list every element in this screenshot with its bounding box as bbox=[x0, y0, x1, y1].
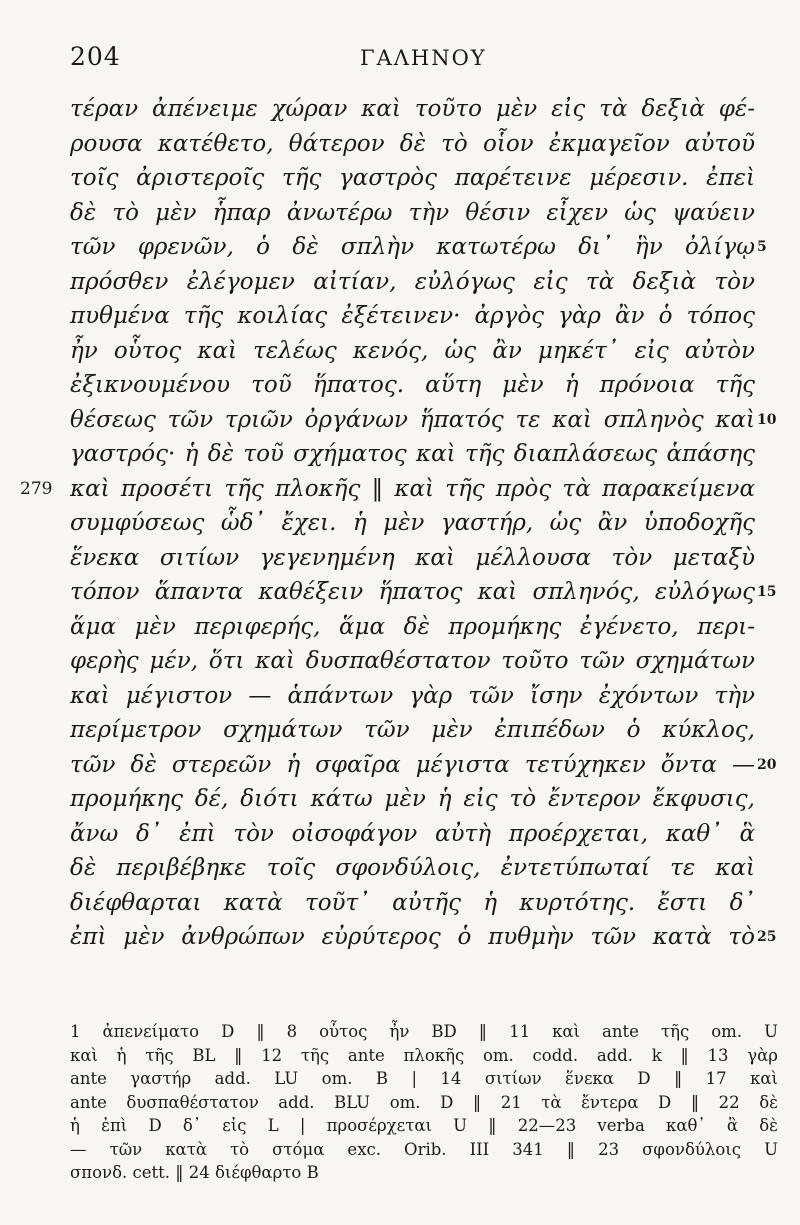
text-line-content: συμφύσεως ὧδ᾽ ἔχει. ἡ μὲν γαστήρ, ὡς ἂν ὑποδοχῆς bbox=[70, 510, 755, 536]
line-number: 5 bbox=[757, 239, 767, 255]
text-line-content: δὲ περιβέβηκε τοῖς σφονδύλοις, ἐντετύπωταί τε καὶ bbox=[70, 855, 755, 881]
text-line-content: ἦν οὗτος καὶ τελέως κενός, ὡς ἂν μηκέτ᾽ εἰς αὐτὸν bbox=[70, 337, 755, 364]
text-line bbox=[0, 713, 800, 748]
text-line bbox=[0, 851, 800, 886]
text-line bbox=[0, 610, 800, 645]
apparatus-line: σπονδ. cett. ‖ 24 διέφθαρτο B bbox=[70, 1163, 319, 1182]
greek-text-body bbox=[0, 92, 800, 955]
text-line bbox=[0, 644, 800, 679]
text-line bbox=[0, 368, 800, 403]
text-line bbox=[0, 127, 800, 162]
text-line-content: φερὴς μέν, ὅτι καὶ δυσπαθέστατον τοῦτο τῶν σχημάτων bbox=[70, 648, 755, 674]
text-line bbox=[0, 230, 800, 265]
line-number: 25 bbox=[757, 929, 777, 945]
text-line-content: ρουσα κατέθετο, θάτερον δὲ τὸ οἷον ἐκμαγεῖον αὐτοῦ bbox=[70, 130, 755, 157]
text-line-content: ἐξικνουμένου τοῦ ἥπατος. αὕτη μὲν ἡ πρόνοια τῆς bbox=[70, 372, 755, 398]
text-line-content: τοῖς ἀριστεροῖς τῆς γαστρὸς παρέτεινε μέρεσιν. ἐπεὶ bbox=[70, 165, 755, 191]
apparatus-line: ante γαστήρ add. LU om. B | 14 σιτίων ἕνεκα D ‖ 17 καὶ bbox=[70, 1069, 778, 1088]
line-number: 15 bbox=[757, 584, 777, 600]
text-line-content: προμήκης δέ, διότι κάτω μὲν ἡ εἰς τὸ ἔντερον ἔκφυσις, bbox=[70, 786, 755, 812]
text-line-content: θέσεως τῶν τριῶν ὀργάνων ἥπατός τε καὶ σπληνὸς καὶ bbox=[70, 406, 755, 433]
text-line-content: πρόσθεν ἐλέγομεν αἰτίαν, εὐλόγως εἰς τὰ δεξιὰ τὸν bbox=[70, 268, 755, 295]
text-line bbox=[0, 817, 800, 852]
text-line bbox=[0, 472, 800, 507]
text-line bbox=[0, 265, 800, 300]
text-line bbox=[0, 679, 800, 714]
text-line-content: ἄνω δ᾽ ἐπὶ τὸν οἰσοφάγον αὐτὴ προέρχεται, καθ᾽ ἃ bbox=[70, 820, 755, 847]
text-line-content: τέραν ἀπένειμε χώραν καὶ τοῦτο μὲν εἰς τὰ δεξιὰ φέ- bbox=[70, 96, 755, 122]
text-line bbox=[0, 334, 800, 369]
critical-apparatus bbox=[70, 1020, 778, 1185]
text-line-content: ἐπὶ μὲν ἀνθρώπων εὐρύτερος ὁ πυθμὴν τῶν κατὰ τὸ bbox=[70, 924, 755, 950]
text-line bbox=[0, 92, 800, 127]
page-header bbox=[70, 42, 770, 78]
text-line bbox=[0, 541, 800, 576]
margin-page-reference: 279 bbox=[20, 478, 53, 499]
text-line-content: διέφθαρται κατὰ τοῦτ᾽ αὐτῆς ἡ κυρτότης. ἔστι δ᾽ bbox=[70, 889, 755, 916]
text-line bbox=[0, 161, 800, 196]
apparatus-line: ante δυσπαθέστατον add. BLU om. D ‖ 21 τὰ ἔντερα D ‖ 22 δὲ bbox=[70, 1092, 778, 1112]
page-number: 204 bbox=[70, 42, 121, 71]
apparatus-line: 1 ἀπενείματο D ‖ 8 οὗτος ἦν BD ‖ 11 καὶ ante τῆς om. U bbox=[70, 1022, 778, 1041]
text-line bbox=[0, 886, 800, 921]
text-line-content: καὶ προσέτι τῆς πλοκῆς ‖ καὶ τῆς πρὸς τὰ παρακείμενα bbox=[70, 475, 755, 502]
text-line bbox=[0, 782, 800, 817]
text-line-content: περίμετρον σχημάτων τῶν μὲν ἐπιπέδων ὁ κύκλος, bbox=[70, 717, 755, 743]
text-line-content: ἅμα μὲν περιφερής, ἅμα δὲ προμήκης ἐγένετο, περι- bbox=[70, 613, 755, 640]
apparatus-line: καὶ ἡ τῆς BL ‖ 12 τῆς ante πλοκῆς om. codd. add. k ‖ 13 γὰρ bbox=[70, 1045, 778, 1065]
text-line bbox=[0, 575, 800, 610]
line-number: 20 bbox=[757, 756, 777, 773]
text-line-content: τῶν δὲ στερεῶν ἡ σφαῖρα μέγιστα τετύχηκεν ὄντα — bbox=[70, 751, 755, 778]
text-line bbox=[0, 437, 800, 472]
text-line-content: τῶν φρενῶν, ὁ δὲ σπλὴν κατωτέρω δι᾽ ἣν ὀλίγῳ bbox=[70, 234, 755, 260]
text-line bbox=[0, 196, 800, 231]
text-line bbox=[0, 920, 800, 955]
text-line-content: δὲ τὸ μὲν ἧπαρ ἀνωτέρω τὴν θέσιν εἶχεν ὡς ψαύειν bbox=[70, 199, 755, 226]
apparatus-line: — τῶν κατὰ τὸ στόμα exc. Orib. III 341 ‖ 23 σφονδύλοις U bbox=[70, 1139, 778, 1159]
text-line bbox=[0, 748, 800, 783]
text-line-content: γαστρός· ἡ δὲ τοῦ σχήματος καὶ τῆς διαπλάσεως ἁπάσης bbox=[70, 441, 755, 467]
text-line bbox=[0, 506, 800, 541]
text-line-content: καὶ μέγιστον — ἁπάντων γὰρ τῶν ἴσην ἐχόντων τὴν bbox=[70, 682, 755, 709]
text-line bbox=[0, 403, 800, 438]
running-title: ΓΑΛΗΝΟΥ bbox=[360, 46, 487, 70]
line-number: 10 bbox=[757, 411, 777, 428]
text-line bbox=[0, 299, 800, 334]
text-line-content: πυθμένα τῆς κοιλίας ἐξέτεινεν· ἀργὸς γὰρ ἂν ὁ τόπος bbox=[70, 303, 755, 329]
text-line-content: τόπον ἅπαντα καθέξειν ἥπατος καὶ σπληνός, εὐλόγως bbox=[70, 579, 755, 605]
text-line-content: ἕνεκα σιτίων γεγενημένη καὶ μέλλουσα τὸν μεταξὺ bbox=[70, 544, 755, 571]
apparatus-line: ἡ ἐπὶ D δ᾽ εἰς L | προσέρχεται U ‖ 22—23 verba καθ᾽ ἃ δὲ bbox=[70, 1116, 778, 1135]
